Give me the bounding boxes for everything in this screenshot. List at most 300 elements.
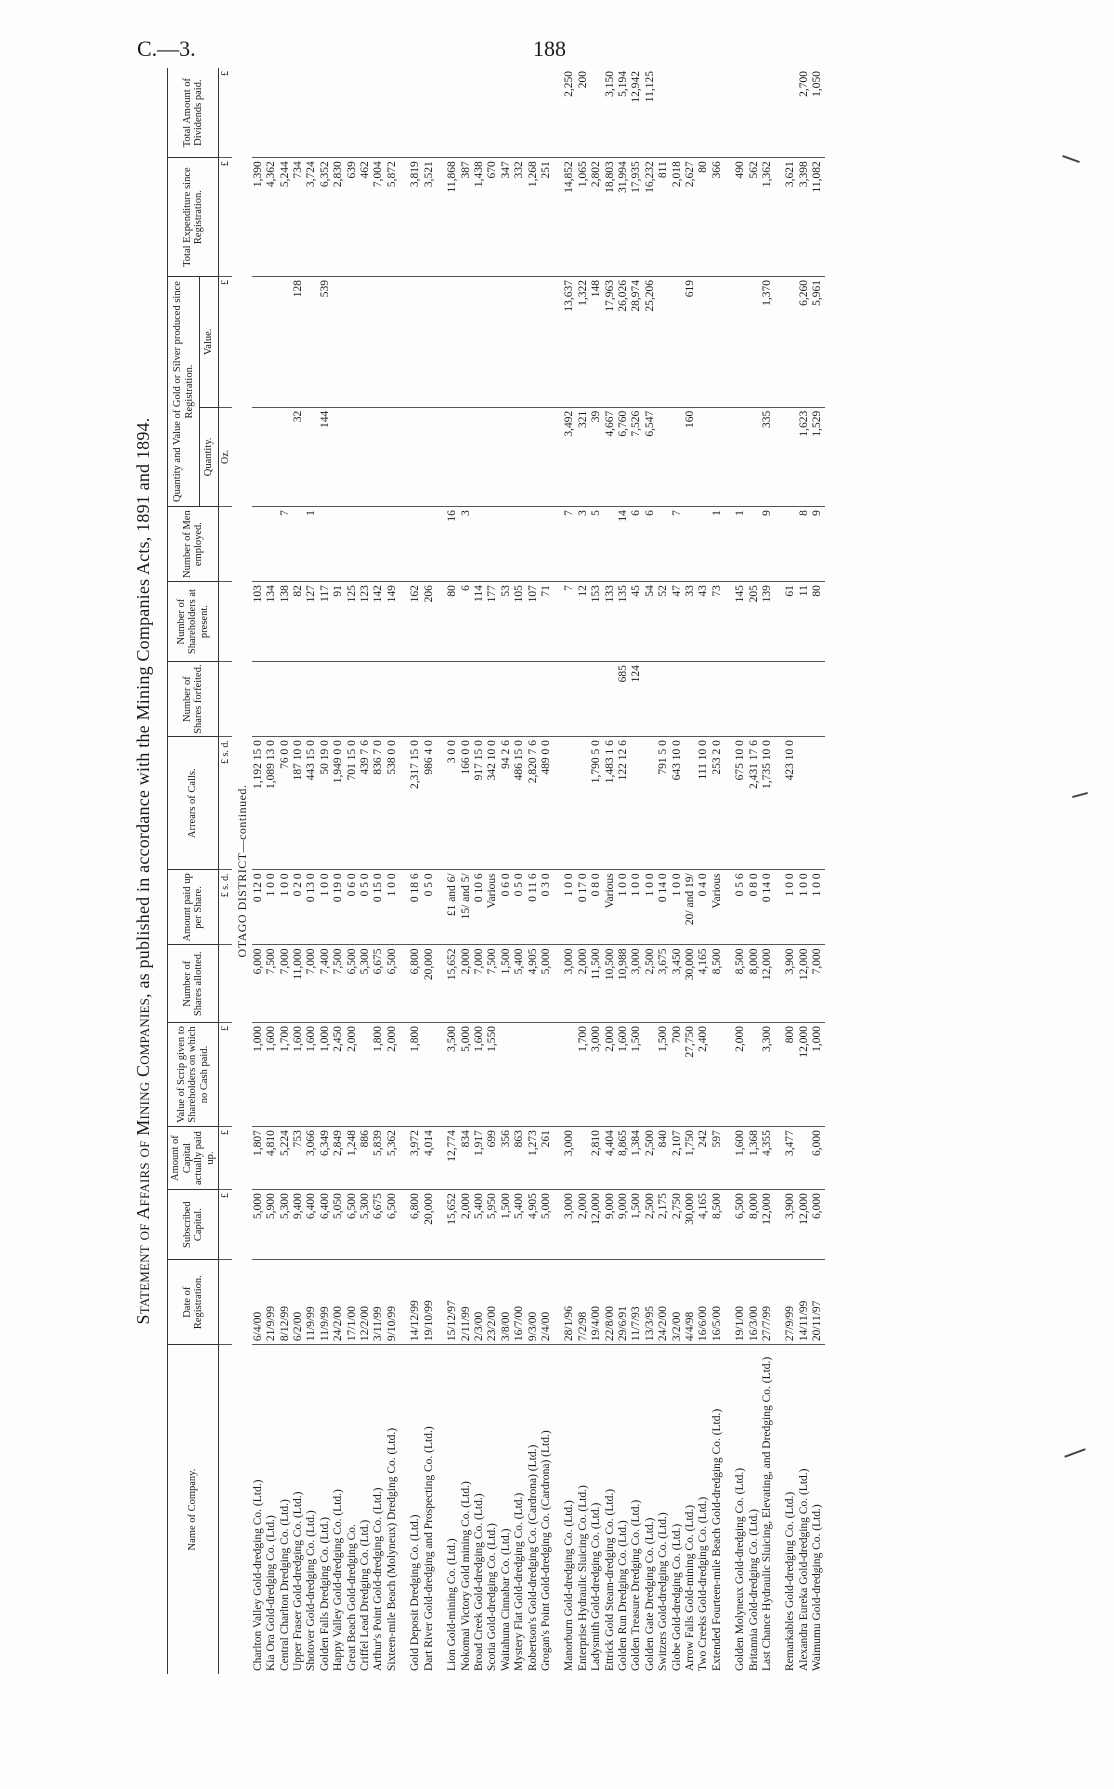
cell-forfeited xyxy=(386,662,399,737)
cell-men xyxy=(409,507,422,582)
table-row xyxy=(460,68,473,1674)
cell-quantity xyxy=(657,407,670,506)
cell-holders: 125 xyxy=(346,582,359,662)
cell-men xyxy=(265,507,278,582)
cell-per-share: 0 12 0 xyxy=(252,870,265,945)
cell-paid-up: 1,384 xyxy=(630,1127,643,1190)
cell-per-share: 0 5 0 xyxy=(359,870,372,945)
cell-dividends xyxy=(784,68,797,158)
cell-paid-up: 1,600 xyxy=(734,1127,747,1190)
col-forfeited: Number of Shares forfeited. xyxy=(168,662,219,737)
title-suffix: as published in accordance with the Mining Companies Acts, 1891 and 1894. xyxy=(133,417,153,989)
cell-arrears xyxy=(644,737,657,870)
cell-men xyxy=(748,507,761,582)
cell-subscribed: 2,000 xyxy=(460,1190,473,1260)
cell-shares: 7,000 xyxy=(305,945,318,1023)
cell-subscribed: 6,400 xyxy=(305,1190,318,1260)
cell-name: Britannia Gold-dredging Co. (Ltd.) xyxy=(747,1509,760,1671)
cell-holders: 134 xyxy=(265,582,278,662)
cell-men: 3 xyxy=(577,507,590,582)
table-row xyxy=(671,68,684,1674)
cell-per-share: 1 0 0 xyxy=(617,870,630,945)
col-paid-up: Amount of Capital actually paid up. xyxy=(168,1127,219,1190)
cell-men xyxy=(359,507,372,582)
cell-paid-up: 4,810 xyxy=(265,1127,278,1190)
cell-date: 8/12/99 xyxy=(279,1260,292,1345)
cell-value xyxy=(697,276,710,407)
cell-arrears: 423 10 0 xyxy=(784,737,797,870)
cell-forfeited xyxy=(319,662,332,737)
cell-subscribed: 5,400 xyxy=(513,1190,526,1260)
cell-dividends xyxy=(540,68,553,158)
unit-per-share: £ s. d. xyxy=(219,870,233,945)
cell-shares: 11,000 xyxy=(292,945,305,1023)
cell-forfeited xyxy=(784,662,797,737)
cell-scrip xyxy=(423,1022,436,1126)
cell-holders: 117 xyxy=(319,582,332,662)
cell-per-share: £1 and 6/ xyxy=(446,870,459,945)
cell-forfeited xyxy=(292,662,305,737)
group-gap xyxy=(553,68,563,1674)
cell-men: 3 xyxy=(460,507,473,582)
unit-dividends: £ xyxy=(219,68,233,158)
unit-paid-up: £ xyxy=(219,1127,233,1190)
cell-value xyxy=(473,276,486,407)
cell-subscribed: 2,750 xyxy=(671,1190,684,1260)
cell-value: 13,637 xyxy=(563,276,576,407)
cell-date: 2/11/99 xyxy=(460,1260,473,1345)
cell-shares: 8,500 xyxy=(734,945,747,1023)
cell-scrip xyxy=(540,1022,553,1126)
col-expenditure: Total Expenditure since Registration. xyxy=(168,158,219,277)
cell-per-share: 0 8 0 xyxy=(590,870,603,945)
table-row xyxy=(513,68,526,1674)
cell-dividends xyxy=(446,68,459,158)
cell-shares: 10,988 xyxy=(617,945,630,1023)
cell-scrip xyxy=(527,1022,540,1126)
cell-arrears: 439 7 6 xyxy=(359,737,372,870)
cell-men: 6 xyxy=(644,507,657,582)
cell-date: 19/4/00 xyxy=(590,1260,603,1345)
cell-value: 1,370 xyxy=(761,276,774,407)
cell-paid-up: 699 xyxy=(486,1127,499,1190)
cell-value xyxy=(486,276,499,407)
cell-date: 19/10/99 xyxy=(423,1260,436,1345)
cell-paid-up: 6,000 xyxy=(811,1127,824,1190)
table-row xyxy=(332,68,345,1674)
cell-shares: 6,675 xyxy=(372,945,385,1023)
cell-arrears: 2,431 17 6 xyxy=(748,737,761,870)
cell-subscribed: 5,000 xyxy=(252,1190,265,1260)
cell-scrip: 1,800 xyxy=(372,1022,385,1126)
table-row xyxy=(604,68,617,1674)
cell-value xyxy=(446,276,459,407)
cell-date: 24/2/00 xyxy=(657,1260,670,1345)
cell-forfeited xyxy=(811,662,824,737)
cell-expenditure: 6,352 xyxy=(319,158,332,277)
cell-paid-up: 5,362 xyxy=(386,1127,399,1190)
cell-dividends: 3,150 xyxy=(604,68,617,158)
cell-holders: 139 xyxy=(761,582,774,662)
cell-arrears xyxy=(563,737,576,870)
cell-dividends xyxy=(346,68,359,158)
cell-subscribed: 5,300 xyxy=(359,1190,372,1260)
cell-value xyxy=(409,276,422,407)
cell-men xyxy=(332,507,345,582)
cell-arrears: 791 5 0 xyxy=(657,737,670,870)
cell-quantity xyxy=(423,407,436,506)
cell-expenditure: 3,398 xyxy=(798,158,811,277)
cell-men xyxy=(513,507,526,582)
cell-expenditure: 251 xyxy=(540,158,553,277)
cell-scrip: 1,600 xyxy=(305,1022,318,1126)
cell-date: 16/7/00 xyxy=(513,1260,526,1345)
cell-paid-up: 1,750 xyxy=(684,1127,697,1190)
cell-shares: 3,675 xyxy=(657,945,670,1023)
unit-value: £ xyxy=(219,276,233,407)
cell-paid-up: 2,500 xyxy=(644,1127,657,1190)
cell-holders: 73 xyxy=(711,582,724,662)
cell-value xyxy=(671,276,684,407)
cell-name: Broad Creek Gold-dredging Co. (Ltd.) xyxy=(472,1493,485,1671)
cell-expenditure: 11,868 xyxy=(446,158,459,277)
cell-quantity xyxy=(697,407,710,506)
cell-expenditure: 332 xyxy=(513,158,526,277)
cell-expenditure: 734 xyxy=(292,158,305,277)
cell-arrears: 538 0 0 xyxy=(386,737,399,870)
cell-dividends: 11,125 xyxy=(644,68,657,158)
unit-scrip: £ xyxy=(219,1022,233,1126)
cell-subscribed: 30,000 xyxy=(684,1190,697,1260)
cell-value xyxy=(332,276,345,407)
cell-dividends xyxy=(513,68,526,158)
cell-forfeited xyxy=(305,662,318,737)
cell-per-share: 1 0 0 xyxy=(784,870,797,945)
cell-per-share: 20/ and 19/ xyxy=(684,870,697,945)
cell-men: 6 xyxy=(630,507,643,582)
cell-quantity xyxy=(346,407,359,506)
cell-men xyxy=(252,507,265,582)
cell-name: Ettrick Gold Steam-dredging Co. (Ltd.) xyxy=(603,1488,616,1671)
cell-expenditure: 3,621 xyxy=(784,158,797,277)
cell-name: Waitahuna Cinnabar Co. (Ltd.) xyxy=(499,1528,512,1671)
cell-subscribed: 6,675 xyxy=(372,1190,385,1260)
cell-per-share: 0 11 6 xyxy=(527,870,540,945)
cell-holders: 45 xyxy=(630,582,643,662)
cell-per-share: 0 15 0 xyxy=(372,870,385,945)
cell-shares: 2,000 xyxy=(460,945,473,1023)
cell-expenditure: 1,390 xyxy=(252,158,265,277)
table-row xyxy=(423,68,436,1674)
cell-name: Nokomai Victory Gold mining Co. (Ltd.) xyxy=(459,1481,472,1671)
page-number: 188 xyxy=(533,36,566,61)
cell-subscribed: 6,500 xyxy=(386,1190,399,1260)
table-row xyxy=(473,68,486,1674)
cell-subscribed: 6,000 xyxy=(811,1190,824,1260)
cell-subscribed: 3,900 xyxy=(784,1190,797,1260)
cell-forfeited xyxy=(798,662,811,737)
title-prefix: Statement of Affairs of Mining Companies, xyxy=(133,993,153,1325)
cell-value xyxy=(265,276,278,407)
cell-shares: 8,000 xyxy=(748,945,761,1023)
cell-arrears: 1,735 10 0 xyxy=(761,737,774,870)
cell-shares: 3,000 xyxy=(563,945,576,1023)
cell-date: 3/8/00 xyxy=(500,1260,513,1345)
cell-name: Enterprise Hydraulic Sluicing Co. (Ltd.) xyxy=(576,1485,589,1671)
cell-men: 14 xyxy=(617,507,630,582)
cell-value xyxy=(423,276,436,407)
cell-shares: 3,450 xyxy=(671,945,684,1023)
cell-date: 16/3/00 xyxy=(748,1260,761,1345)
table-row xyxy=(386,68,399,1674)
cell-value: 1,322 xyxy=(577,276,590,407)
cell-subscribed: 5,900 xyxy=(265,1190,278,1260)
col-quantity: Quantity. xyxy=(200,407,219,506)
table-row xyxy=(697,68,710,1674)
cell-shares: 6,500 xyxy=(386,945,399,1023)
table-row xyxy=(292,68,305,1674)
cell-arrears xyxy=(811,737,824,870)
cell-holders: 138 xyxy=(279,582,292,662)
cell-arrears: 1,790 5 0 xyxy=(590,737,603,870)
cell-dividends xyxy=(359,68,372,158)
cell-men xyxy=(540,507,553,582)
table-row xyxy=(346,68,359,1674)
table-row xyxy=(684,68,697,1674)
col-subscribed: Subscribed Capital. xyxy=(168,1190,219,1260)
cell-paid-up xyxy=(798,1127,811,1190)
cell-scrip: 2,000 xyxy=(346,1022,359,1126)
table-row xyxy=(798,68,811,1674)
cell-forfeited xyxy=(473,662,486,737)
cell-name: Alexandra Eureka Gold-dredging Co. (Ltd.) xyxy=(797,1468,810,1671)
cell-subscribed: 8,000 xyxy=(748,1190,761,1260)
cell-quantity: 32 xyxy=(292,407,305,506)
cell-expenditure: 14,852 xyxy=(563,158,576,277)
cell-expenditure: 4,362 xyxy=(265,158,278,277)
cell-expenditure: 1,438 xyxy=(473,158,486,277)
cell-date: 3/2/00 xyxy=(671,1260,684,1345)
cell-quantity xyxy=(473,407,486,506)
cell-arrears: 3 0 0 xyxy=(446,737,459,870)
cell-per-share: Various xyxy=(604,870,617,945)
table-row xyxy=(617,68,630,1674)
cell-forfeited xyxy=(711,662,724,737)
cell-men xyxy=(473,507,486,582)
table-body xyxy=(219,68,825,1674)
cell-shares: 4,905 xyxy=(527,945,540,1023)
cell-quantity xyxy=(748,407,761,506)
cell-paid-up: 2,849 xyxy=(332,1127,345,1190)
cell-date: 12/2/00 xyxy=(359,1260,372,1345)
cell-quantity: 335 xyxy=(761,407,774,506)
cell-holders: 80 xyxy=(811,582,824,662)
table-row xyxy=(252,68,265,1674)
cell-scrip: 1,800 xyxy=(409,1022,422,1126)
cell-arrears xyxy=(577,737,590,870)
cell-holders: 53 xyxy=(500,582,513,662)
cell-shares: 12,000 xyxy=(761,945,774,1023)
cell-quantity: 6,547 xyxy=(644,407,657,506)
cell-arrears: 675 10 0 xyxy=(734,737,747,870)
cell-date: 16/5/00 xyxy=(711,1260,724,1345)
cell-scrip: 3,300 xyxy=(761,1022,774,1126)
cell-arrears: 50 19 0 xyxy=(319,737,332,870)
cell-forfeited xyxy=(513,662,526,737)
table-row xyxy=(409,68,422,1674)
cell-forfeited xyxy=(409,662,422,737)
cell-holders: 123 xyxy=(359,582,372,662)
cell-quantity: 1,623 xyxy=(798,407,811,506)
cell-dividends xyxy=(671,68,684,158)
cell-date: 2/3/00 xyxy=(473,1260,486,1345)
cell-holders: 91 xyxy=(332,582,345,662)
cell-men: 1 xyxy=(711,507,724,582)
cell-arrears: 489 0 0 xyxy=(540,737,553,870)
cell-holders: 149 xyxy=(386,582,399,662)
cell-date: 22/8/00 xyxy=(604,1260,617,1345)
cell-dividends xyxy=(734,68,747,158)
cell-forfeited xyxy=(657,662,670,737)
cell-men: 8 xyxy=(798,507,811,582)
cell-arrears xyxy=(684,737,697,870)
cell-name: Lion Gold-mining Co. (Ltd.) xyxy=(446,1538,459,1671)
cell-expenditure: 16,232 xyxy=(644,158,657,277)
cell-quantity xyxy=(460,407,473,506)
table-row xyxy=(748,68,761,1674)
cell-subscribed: 8,500 xyxy=(711,1190,724,1260)
cell-quantity xyxy=(513,407,526,506)
cell-men xyxy=(346,507,359,582)
cell-dividends xyxy=(265,68,278,158)
cell-scrip xyxy=(711,1022,724,1126)
cell-scrip: 2,000 xyxy=(386,1022,399,1126)
table-row xyxy=(527,68,540,1674)
cell-expenditure: 17,935 xyxy=(630,158,643,277)
cell-date: 2/4/00 xyxy=(540,1260,553,1345)
cell-quantity: 321 xyxy=(577,407,590,506)
cell-forfeited xyxy=(604,662,617,737)
cell-men xyxy=(527,507,540,582)
cell-name: Charlton Valley Gold-dredging Co. (Ltd.) xyxy=(251,1479,264,1671)
cell-per-share: 0 17 0 xyxy=(577,870,590,945)
cell-date: 13/3/95 xyxy=(644,1260,657,1345)
group-gap xyxy=(724,68,734,1674)
cell-scrip: 2,000 xyxy=(604,1022,617,1126)
cell-dividends: 2,250 xyxy=(563,68,576,158)
cell-men xyxy=(486,507,499,582)
cell-shares: 1,500 xyxy=(500,945,513,1023)
cell-quantity xyxy=(711,407,724,506)
unit-expenditure: £ xyxy=(219,158,233,277)
cell-name: Dart River Gold-dredging and Prospecting Co. (Ltd.) xyxy=(422,1426,435,1671)
cell-shares: 7,400 xyxy=(319,945,332,1023)
cell-value: 28,974 xyxy=(630,276,643,407)
cell-quantity xyxy=(409,407,422,506)
cell-per-share: 1 0 0 xyxy=(386,870,399,945)
cell-paid-up: 6,349 xyxy=(319,1127,332,1190)
cell-scrip: 3,000 xyxy=(590,1022,603,1126)
cell-arrears: 2,317 15 0 xyxy=(409,737,422,870)
cell-men xyxy=(292,507,305,582)
cell-forfeited xyxy=(563,662,576,737)
cell-name: Sixteen-mile Beach (Molyneux) Dredging Co. (Ltd.) xyxy=(385,1427,398,1671)
table-row xyxy=(486,68,499,1674)
cell-men: 16 xyxy=(446,507,459,582)
cell-name: Waimumu Gold-dredging Co. (Ltd.) xyxy=(811,1504,824,1671)
cell-shares: 7,000 xyxy=(279,945,292,1023)
cell-holders: 52 xyxy=(657,582,670,662)
cell-subscribed: 9,000 xyxy=(617,1190,630,1260)
cell-paid-up: 5,224 xyxy=(279,1127,292,1190)
district-row xyxy=(232,68,251,1674)
cell-subscribed: 15,652 xyxy=(446,1190,459,1260)
table-row xyxy=(577,68,590,1674)
cell-expenditure: 5,244 xyxy=(279,158,292,277)
cell-dividends xyxy=(500,68,513,158)
cell-shares: 7,500 xyxy=(486,945,499,1023)
cell-scrip: 2,000 xyxy=(734,1022,747,1126)
cell-quantity xyxy=(540,407,553,506)
table-row xyxy=(540,68,553,1674)
cell-expenditure: 3,724 xyxy=(305,158,318,277)
cell-scrip: 1,000 xyxy=(319,1022,332,1126)
cell-value: 17,963 xyxy=(604,276,617,407)
cell-per-share: 0 6 0 xyxy=(500,870,513,945)
mining-companies-table xyxy=(167,68,825,1674)
cell-scrip: 1,500 xyxy=(630,1022,643,1126)
cell-forfeited xyxy=(423,662,436,737)
cell-men: 9 xyxy=(761,507,774,582)
cell-date: 27/9/99 xyxy=(784,1260,797,1345)
cell-dividends xyxy=(590,68,603,158)
cell-men: 9 xyxy=(811,507,824,582)
cell-per-share: 1 0 0 xyxy=(279,870,292,945)
cell-shares: 30,000 xyxy=(684,945,697,1023)
cell-forfeited xyxy=(540,662,553,737)
cell-forfeited xyxy=(486,662,499,737)
cell-value xyxy=(513,276,526,407)
cell-name: Golden Run Dredging Co. (Ltd.) xyxy=(616,1520,629,1671)
cell-expenditure: 31,994 xyxy=(617,158,630,277)
cell-per-share: 0 18 6 xyxy=(409,870,422,945)
cell-shares: 5,400 xyxy=(513,945,526,1023)
cell-name: Mystery Flat Gold-dredging Co. (Ltd.) xyxy=(513,1492,526,1671)
table-row xyxy=(784,68,797,1674)
cell-per-share: 0 13 0 xyxy=(305,870,318,945)
cell-date: 7/2/98 xyxy=(577,1260,590,1345)
cell-date: 19/1/00 xyxy=(734,1260,747,1345)
cell-name: Robertson's Gold-dredging Co. (Cardrona) (Ltd.) xyxy=(526,1444,539,1671)
cell-quantity xyxy=(279,407,292,506)
cell-paid-up: 261 xyxy=(540,1127,553,1190)
cell-forfeited xyxy=(265,662,278,737)
cell-subscribed: 1,500 xyxy=(500,1190,513,1260)
cell-name: Extended Fourteen-mile Beach Gold-dredging Co. (Ltd.) xyxy=(710,1408,723,1671)
cell-dividends xyxy=(305,68,318,158)
cell-arrears: 76 0 0 xyxy=(279,737,292,870)
cell-date: 9/3/00 xyxy=(527,1260,540,1345)
cell-holders: 47 xyxy=(671,582,684,662)
cell-holders: 11 xyxy=(798,582,811,662)
cell-expenditure: 670 xyxy=(486,158,499,277)
cell-value xyxy=(748,276,761,407)
cell-date: 15/12/97 xyxy=(446,1260,459,1345)
cell-scrip: 2,450 xyxy=(332,1022,345,1126)
cell-scrip: 1,700 xyxy=(279,1022,292,1126)
cell-arrears: 187 10 0 xyxy=(292,737,305,870)
table-row xyxy=(279,68,292,1674)
